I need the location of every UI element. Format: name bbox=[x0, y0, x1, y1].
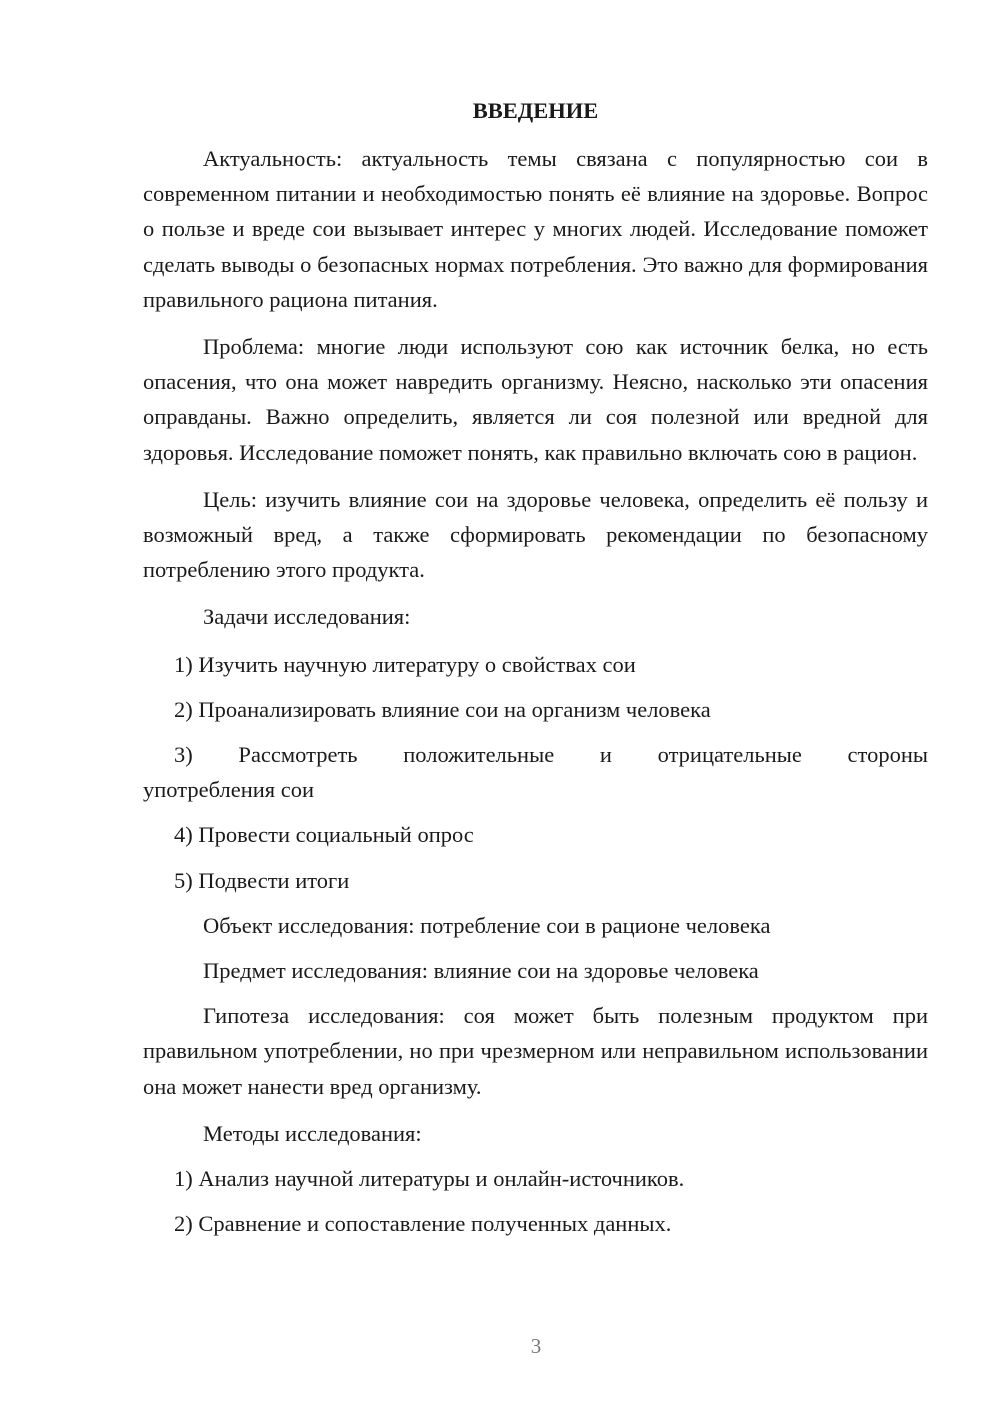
paragraph-relevance: Актуальность: актуальность темы связана с популярностью сои в современном питании и необходимостью понять её влияние на здоровье. Вопрос о пользе и вреде сои вызывает интерес у многих людей. Исследование поможет сделать выводы о безопасных нормах потребления. Это важно для формирования правильного рациона питания. bbox=[143, 146, 928, 312]
page-number: 3 bbox=[530, 1334, 542, 1358]
paragraph-hypothesis: Гипотеза исследования: соя может быть полезным продуктом при правильном употреблении, но при чрезмерном или неправильном использовании она может нанести вред организму. bbox=[143, 1003, 928, 1099]
tasks-heading: Задачи исследования: bbox=[203, 604, 411, 630]
task-item-3-line-2: употребления сои bbox=[143, 777, 315, 803]
task-item-4: 4) Провести социальный опрос bbox=[174, 822, 474, 848]
task-item-3-line-1: 3) Рассмотреть положительные и отрицательные стороны bbox=[174, 742, 928, 768]
task-item-5: 5) Подвести итоги bbox=[174, 867, 350, 893]
task-item-1: 1) Изучить научную литературу о свойствах сои bbox=[174, 651, 636, 677]
method-item-2: 2) Сравнение и сопоставление полученных данных. bbox=[174, 1211, 672, 1237]
page-content bbox=[143, 95, 928, 1251]
method-item-1: 1) Анализ научной литературы и онлайн-источников. bbox=[174, 1166, 685, 1192]
paragraph-object: Объект исследования: потребление сои в рационе человека bbox=[203, 912, 771, 938]
methods-heading: Методы исследования: bbox=[203, 1120, 422, 1146]
paragraph-problem: Проблема: многие люди используют сою как источник белка, но есть опасения, что она может навредить организму. Неясно, насколько эти опасения оправданы. Важно определить, является ли соя полезной или вредной для здоровья. Исследование поможет понять, как правильно включать сою в рацион. bbox=[143, 334, 928, 465]
paragraph-subject: Предмет исследования: влияние сои на здоровье человека bbox=[203, 958, 759, 984]
task-item-2: 2) Проанализировать влияние сои на организм человека bbox=[174, 696, 711, 722]
section-title: ВВЕДЕНИЕ bbox=[472, 98, 599, 123]
paragraph-goal: Цель: изучить влияние сои на здоровье человека, определить её пользу и возможный вред, а также сформировать рекомендации по безопасному потреблению этого продукта. bbox=[143, 486, 928, 583]
